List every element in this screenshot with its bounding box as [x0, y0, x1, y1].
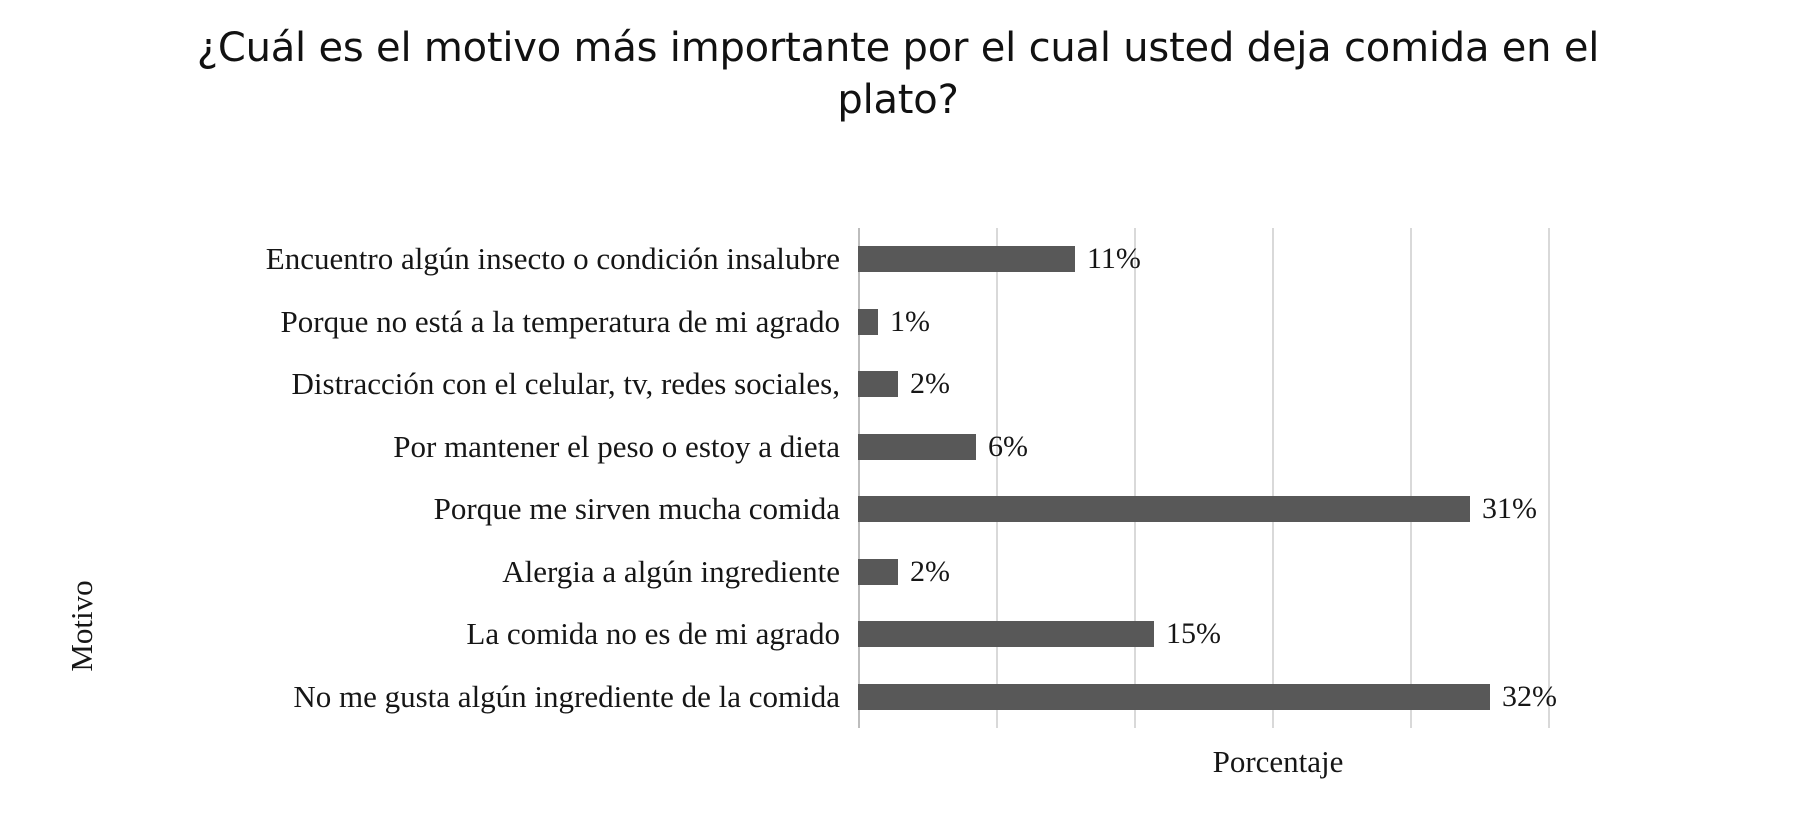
category-label-row [60, 666, 850, 729]
bar-value-label: 11% [1087, 242, 1141, 276]
category-label-row [60, 541, 850, 604]
category-label-row [60, 478, 850, 541]
bar-row [858, 478, 1698, 541]
bar-row [858, 541, 1698, 604]
category-label: Porque me sirven mucha comida [433, 491, 840, 527]
category-label: No me gusta algún ingrediente de la comida [293, 678, 840, 714]
bar [858, 246, 1075, 272]
bar-row [858, 291, 1698, 354]
bar [858, 371, 898, 397]
bar-value-label: 15% [1166, 617, 1221, 651]
category-label-row [60, 416, 850, 479]
category-label-row [60, 353, 850, 416]
bar-value-label: 32% [1502, 679, 1557, 713]
y-axis-title: Motivo [64, 580, 99, 672]
bar-value-label: 6% [988, 429, 1028, 463]
category-label: La comida no es de mi agrado [466, 616, 840, 652]
bar-value-label: 1% [890, 304, 930, 338]
bar [858, 496, 1470, 522]
bar-value-label: 31% [1482, 492, 1537, 526]
category-label-row [60, 291, 850, 354]
plot-area [0, 228, 1796, 779]
category-label-row [60, 228, 850, 291]
bar-row [858, 416, 1698, 479]
bars-panel [858, 228, 1698, 728]
bar [858, 434, 976, 460]
bar [858, 309, 878, 335]
category-label: Encuentro algún insecto o condición insalubre [265, 241, 840, 277]
category-label: Por mantener el peso o estoy a dieta [393, 428, 840, 464]
bar [858, 621, 1154, 647]
bar [858, 684, 1490, 710]
bar-row [858, 666, 1698, 729]
bar-row [858, 603, 1698, 666]
category-axis-labels [60, 228, 850, 728]
bar-value-label: 2% [910, 554, 950, 588]
bar-value-label: 2% [910, 367, 950, 401]
category-label: Alergia a algún ingrediente [502, 553, 840, 589]
bar-row [858, 228, 1698, 291]
bar [858, 559, 898, 585]
bar-row [858, 353, 1698, 416]
category-label-row [60, 603, 850, 666]
x-axis-title: Porcentaje [1212, 744, 1344, 779]
category-label: Porque no está a la temperatura de mi agrado [280, 303, 840, 339]
category-label: Distracción con el celular, tv, redes sociales, [291, 366, 840, 402]
page-title: ¿Cuál es el motivo más importante por el cual usted deja comida en el plato? [196, 25, 1600, 123]
